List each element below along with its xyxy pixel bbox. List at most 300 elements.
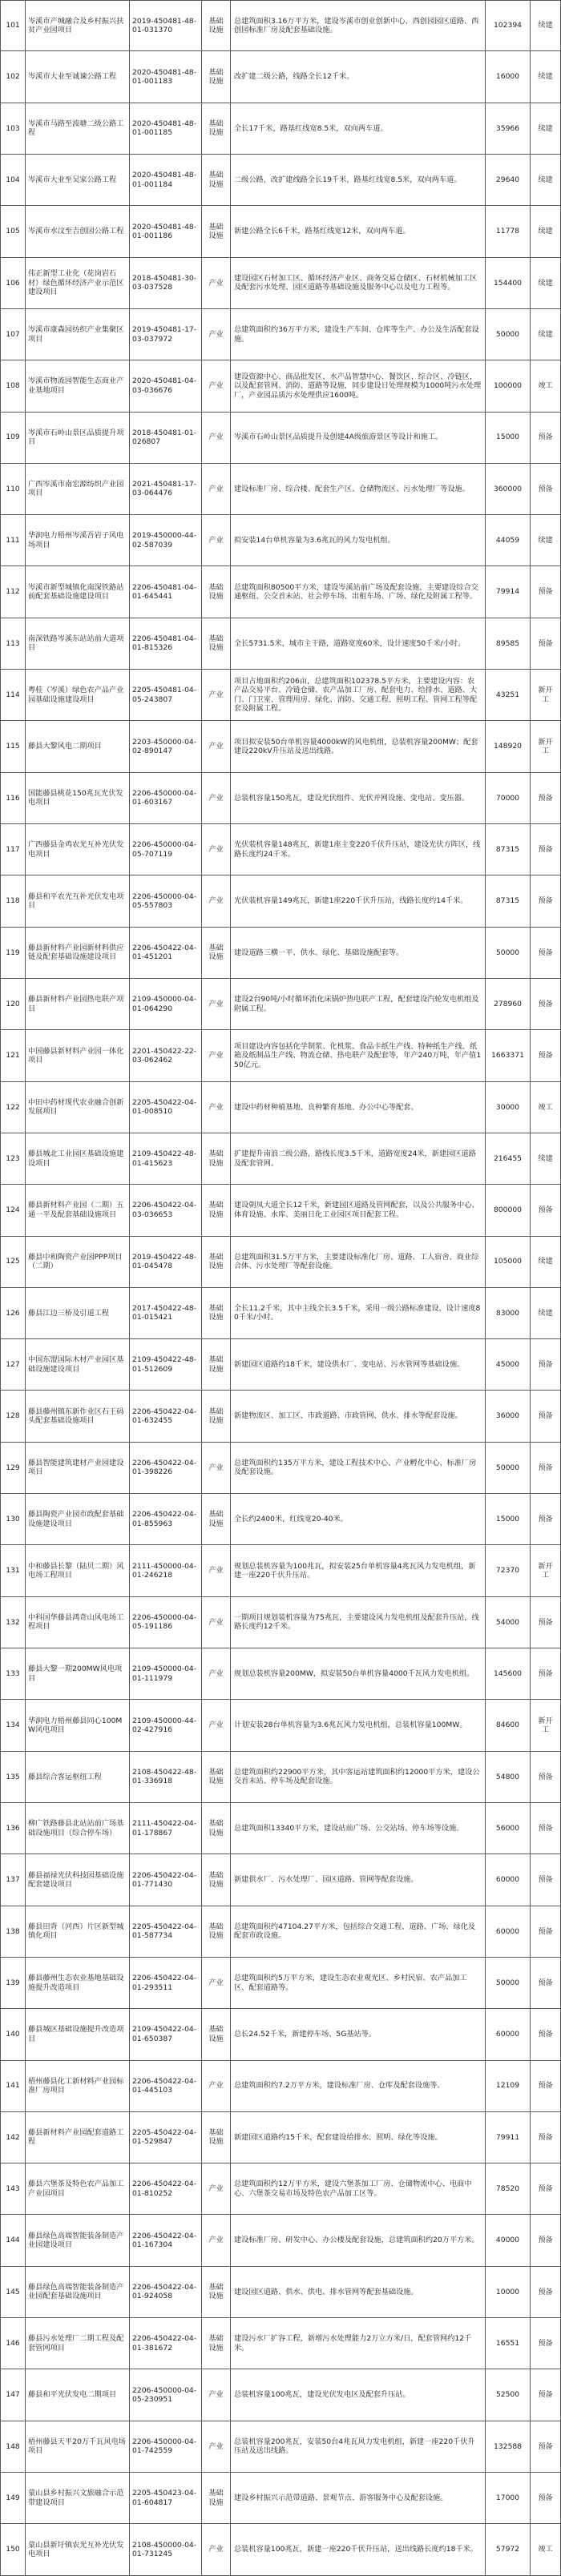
total-investment: 89585: [495, 638, 520, 648]
project-category: 基础设施: [208, 1819, 224, 1837]
project-name-cell: [26, 1545, 130, 1596]
project-status: 预备: [538, 2030, 553, 2039]
project-category-cell: [202, 1597, 231, 1648]
project-code-cell: [130, 773, 202, 824]
total-investment-cell: [486, 1597, 531, 1648]
total-investment: 800000: [493, 1205, 523, 1215]
project-status: 续建: [538, 21, 553, 30]
project-status: 续建: [538, 329, 553, 339]
project-content-cell: [231, 258, 486, 309]
project-status: 预备: [538, 2390, 553, 2400]
project-category-cell: [202, 1082, 231, 1133]
row-number: 120: [6, 999, 20, 1008]
project-content: 总建筑面积约5万平方米，建设生态农业观光区、乡村民宿、农产品加工区、配套道路等。: [234, 1974, 467, 1992]
row-number-cell: [0, 2215, 26, 2266]
project-code-cell: [130, 515, 202, 566]
project-name: 梧州藤县化工新材料产业园标准厂房项目: [28, 2076, 124, 2095]
total-investment: 15000: [495, 433, 520, 442]
project-content-cell: [231, 2061, 486, 2112]
project-code: 2019-450422-48-01-045478: [132, 1252, 197, 1271]
project-category-cell: [202, 1133, 231, 1185]
project-status-cell: [531, 2112, 561, 2163]
project-name-cell: [26, 1494, 130, 1545]
project-status: 竣工: [538, 1102, 553, 1112]
project-status: 预备: [538, 2081, 553, 2091]
row-number: 115: [6, 742, 20, 751]
project-category: 基础设施: [208, 2025, 224, 2043]
project-status-cell: [531, 875, 561, 927]
project-content-cell: [231, 0, 486, 51]
project-category: 基础设施: [208, 1510, 224, 1528]
row-number: 146: [6, 2339, 20, 2349]
table-row: [0, 1648, 561, 1700]
project-category: 产业: [208, 1617, 224, 1627]
project-category-cell: [202, 1391, 231, 1442]
row-number: 109: [6, 433, 20, 442]
project-code-cell: [130, 1545, 202, 1596]
project-category-cell: [202, 2112, 231, 2163]
project-status-cell: [531, 2215, 561, 2266]
project-code-cell: [130, 1237, 202, 1288]
row-number: 132: [6, 1617, 20, 1627]
project-code: 2206-450481-04-01-645441: [132, 582, 197, 602]
project-category-cell: [202, 1700, 231, 1751]
total-investment-cell: [486, 413, 531, 464]
row-number: 113: [6, 638, 20, 648]
project-code-cell: [130, 51, 202, 103]
project-status-cell: [531, 0, 561, 51]
project-status: 预备: [538, 2287, 553, 2296]
project-status: 预备: [538, 896, 553, 906]
project-name-cell: [26, 721, 130, 772]
project-category-cell: [202, 2318, 231, 2369]
project-content-cell: [231, 1237, 486, 1288]
project-status-cell: [531, 360, 561, 412]
project-status-cell: [531, 1597, 561, 1648]
table-row: [0, 1185, 561, 1236]
project-content-cell: [231, 1288, 486, 1339]
project-name: 岑溪市大业至吴家公路工程: [28, 175, 117, 184]
table-row: [0, 2215, 561, 2266]
project-status-cell: [531, 979, 561, 1030]
row-number: 130: [6, 1515, 20, 1524]
project-name: 南深铁路岑溪东站站前大道项目: [28, 634, 124, 653]
project-category: 产业: [208, 690, 224, 700]
project-name-cell: [26, 2061, 130, 2112]
project-name: 藤县中和陶瓷产业园PPP项目（二期）: [28, 1252, 123, 1271]
total-investment-cell: [486, 1648, 531, 1700]
total-investment: 72370: [495, 1566, 520, 1576]
row-number: 118: [6, 896, 20, 906]
project-category: 产业: [208, 2545, 224, 2554]
project-category-cell: [202, 360, 231, 412]
project-category: 基础设施: [208, 634, 224, 653]
project-content-cell: [231, 1958, 486, 2009]
project-status: 新开工: [538, 737, 553, 756]
project-category: 产业: [208, 1668, 224, 1678]
project-content: 改扩建二级公路，线路全长12千米。: [234, 72, 354, 82]
project-name: 中田中药材现代农业融合创新发展项目: [28, 1097, 124, 1117]
project-name-cell: [26, 566, 130, 618]
project-code: 2020-450481-48-01-001185: [132, 119, 197, 138]
project-code-cell: [130, 1494, 202, 1545]
project-content-cell: [231, 1597, 486, 1648]
total-investment: 43251: [495, 690, 520, 700]
table-row: [0, 413, 561, 464]
project-code-cell: [130, 1030, 202, 1081]
project-status: 预备: [538, 2184, 553, 2194]
row-number-cell: [0, 721, 26, 772]
row-number-cell: [0, 1133, 26, 1185]
total-investment: 12109: [495, 2081, 520, 2091]
project-status: 预备: [538, 793, 553, 803]
project-category: 基础设施: [208, 1922, 224, 1941]
table-row: [0, 515, 561, 566]
project-category: 产业: [208, 1721, 224, 1730]
project-status: 预备: [538, 2339, 553, 2349]
project-content: 建设2台90吨/小时循环流化床锅炉热电联产工程，配套建设汽轮发电机组及附属工程。: [234, 995, 479, 1013]
row-number-cell: [0, 413, 26, 464]
project-code-cell: [130, 360, 202, 412]
project-category-cell: [202, 1288, 231, 1339]
project-category: 基础设施: [208, 1149, 224, 1168]
project-name: 中科国华藤县鸿奇山风电场工程项目: [28, 1612, 124, 1632]
table-row: [0, 670, 561, 721]
project-status: 预备: [538, 1617, 553, 1627]
row-number-cell: [0, 360, 26, 412]
total-investment-cell: [486, 566, 531, 618]
row-number: 138: [6, 1926, 20, 1936]
total-investment: 216455: [493, 1153, 523, 1163]
table-row: [0, 1237, 561, 1288]
project-name-cell: [26, 1082, 130, 1133]
project-name: 岑溪市马路至波塘二级公路工程: [28, 119, 124, 138]
project-code: 2019-450481-48-01-031370: [132, 16, 197, 35]
project-content: 总装机容量150兆瓦，建设光伏组件、光伏并网设施、变电站、变压器。: [234, 793, 470, 803]
table-row: [0, 2318, 561, 2369]
row-number: 122: [6, 1102, 20, 1112]
project-content-cell: [231, 2473, 486, 2524]
total-investment-cell: [486, 1906, 531, 1958]
project-status: 预备: [538, 1360, 553, 1370]
project-status-cell: [531, 618, 561, 670]
table-row: [0, 1597, 561, 1648]
total-investment-cell: [486, 206, 531, 257]
project-status-cell: [531, 1648, 561, 1700]
project-name-cell: [26, 1906, 130, 1958]
project-status: 预备: [538, 1463, 553, 1472]
project-code: 2020-450481-48-01-001184: [132, 171, 197, 189]
project-category: 产业: [208, 484, 224, 493]
project-content-cell: [231, 1133, 486, 1185]
project-content-cell: [231, 2421, 486, 2473]
total-investment: 29640: [495, 175, 520, 184]
project-content: 全长17千米，路基红线宽8.5米，双向两车道。: [234, 123, 388, 133]
project-content: 总建筑面积80500平方米，建设岑溪站前广场及配套设施，主要建设综合交通枢纽、公交首末站、社会停车场、出租车场、广场、绿化及附属工程等。: [234, 582, 478, 602]
project-code-cell: [130, 1339, 202, 1391]
table-row: [0, 1391, 561, 1442]
project-category-cell: [202, 1443, 231, 1494]
project-code-cell: [130, 1288, 202, 1339]
project-code: 2017-450422-48-01-015421: [132, 1304, 197, 1322]
project-status: 续建: [538, 1153, 553, 1163]
row-number: 127: [6, 1360, 20, 1370]
project-name: 广西岑溪市南宏源纺织产业园项目: [28, 480, 124, 498]
project-name: 蒙山县乡村振兴文旅融合示范带建设项目: [28, 2489, 124, 2507]
project-code-cell: [130, 2215, 202, 2266]
project-content-cell: [231, 2163, 486, 2215]
project-status: 预备: [538, 1668, 553, 1678]
project-code-cell: [130, 1958, 202, 2009]
project-name-cell: [26, 155, 130, 206]
total-investment: 15000: [495, 1515, 520, 1524]
project-content-cell: [231, 464, 486, 515]
project-name: 柳广铁路藤县北站站前广场基础设施项目（综合停车场）: [28, 1819, 124, 1837]
project-category-cell: [202, 2369, 231, 2421]
row-number: 135: [6, 1772, 20, 1781]
project-code: 2205-450422-04-01-008510: [132, 1097, 197, 1117]
project-name: 岑溪市大业至诚谏公路工程: [28, 72, 117, 82]
project-code: 2206-450422-04-01-381672: [132, 2334, 197, 2353]
project-name: 粤桂（岑溪）绿色农产品产业园基础设施建设项目: [28, 686, 124, 704]
project-category: 基础设施: [208, 2128, 224, 2147]
project-code-cell: [130, 1133, 202, 1185]
row-number: 142: [6, 2132, 20, 2142]
project-status-cell: [531, 155, 561, 206]
row-number: 114: [6, 690, 20, 700]
project-name-cell: [26, 1391, 130, 1442]
project-status-cell: [531, 258, 561, 309]
project-content: 建设道路三横一平、供水、绿化、基础设施配套等。: [234, 948, 404, 957]
project-name: 藤县江边三桥及引道工程: [28, 1308, 110, 1318]
total-investment-cell: [486, 1030, 531, 1081]
total-investment-cell: [486, 1391, 531, 1442]
project-code: 2206-450422-04-01-167304: [132, 2231, 197, 2250]
project-content-cell: [231, 1700, 486, 1751]
project-name-cell: [26, 1237, 130, 1288]
project-code-cell: [130, 1854, 202, 1906]
project-name-cell: [26, 773, 130, 824]
project-code-cell: [130, 1443, 202, 1494]
table-row: [0, 51, 561, 103]
project-content: 总建筑面积约7.2万平方米，建设标准厂房、仓库及配套设施等。: [234, 2081, 445, 2091]
table-row: [0, 1906, 561, 1958]
project-status-cell: [531, 2421, 561, 2473]
project-status-cell: [531, 51, 561, 103]
table-row: [0, 2061, 561, 2112]
table-row: [0, 1700, 561, 1751]
project-category: 产业: [208, 793, 224, 803]
project-status: 续建: [538, 72, 553, 82]
project-code: 2018-450481-30-03-037528: [132, 273, 197, 292]
total-investment: 79911: [495, 2132, 520, 2142]
project-status-cell: [531, 413, 561, 464]
project-code-cell: [130, 2267, 202, 2318]
project-code: 2109-450422-48-01-415623: [132, 1149, 197, 1168]
project-category: 产业: [208, 2236, 224, 2245]
project-name-cell: [26, 1030, 130, 1081]
row-number: 107: [6, 329, 20, 339]
table-row: [0, 2369, 561, 2421]
total-investment-cell: [486, 773, 531, 824]
project-name-cell: [26, 464, 130, 515]
project-content-cell: [231, 1648, 486, 1700]
project-content-cell: [231, 2112, 486, 2163]
project-content: 全长约2400米，红线宽20-40米。: [234, 1515, 348, 1524]
project-status: 预备: [538, 1926, 553, 1936]
row-number: 124: [6, 1205, 20, 1215]
project-status-cell: [531, 566, 561, 618]
project-category-cell: [202, 515, 231, 566]
project-content: 总建筑面积31.5万平方米，主要建设标准化厂房、道路、工人宿舍、商业综合体、污水处理厂等配套设施。: [234, 1252, 479, 1271]
total-investment-cell: [486, 1854, 531, 1906]
total-investment-cell: [486, 51, 531, 103]
project-code-cell: [130, 1185, 202, 1236]
project-category: 产业: [208, 381, 224, 391]
project-content-cell: [231, 2318, 486, 2369]
project-code: 2205-450481-04-05-243807: [132, 686, 197, 704]
project-category-cell: [202, 0, 231, 51]
total-investment: 60000: [495, 1875, 520, 1885]
project-content-cell: [231, 1391, 486, 1442]
row-number-cell: [0, 773, 26, 824]
project-status-cell: [531, 721, 561, 772]
project-content-cell: [231, 1030, 486, 1081]
total-investment: 70000: [495, 793, 520, 803]
project-code: 2206-450422-04-01-293511: [132, 1974, 197, 1992]
project-code: 2201-450422-22-03-062462: [132, 1046, 197, 1065]
total-investment-cell: [486, 2524, 531, 2575]
row-number-cell: [0, 2112, 26, 2163]
project-code-cell: [130, 2112, 202, 2163]
project-name-cell: [26, 928, 130, 979]
project-code-cell: [130, 2524, 202, 2575]
project-code-cell: [130, 2473, 202, 2524]
total-investment-cell: [486, 1958, 531, 2009]
project-name-cell: [26, 1288, 130, 1339]
project-category-cell: [202, 824, 231, 875]
project-code-cell: [130, 875, 202, 927]
row-number: 123: [6, 1153, 20, 1163]
project-category-cell: [202, 155, 231, 206]
row-number-cell: [0, 2009, 26, 2060]
row-number-cell: [0, 2473, 26, 2524]
project-content: 总建筑面积约12万平方米，建设六堡茶加工厂房、仓储物流中心、电商中心、六堡茶交易市场及特色农产品加工区等。: [234, 2180, 472, 2198]
project-code-cell: [130, 206, 202, 257]
project-status: 新开工: [538, 1561, 553, 1580]
table-row: [0, 1752, 561, 1803]
project-code: 2021-450481-17-03-064476: [132, 480, 197, 498]
project-status: 续建: [538, 1308, 553, 1318]
project-category: 基础设施: [208, 1304, 224, 1322]
project-status: 预备: [538, 1978, 553, 1987]
project-code: 2206-450422-04-03-036653: [132, 1201, 197, 1219]
project-status: 预备: [538, 2236, 553, 2245]
project-name: 中和藤县长黎（陆贝二期）风电场工程项目: [28, 1561, 124, 1580]
project-category-cell: [202, 1854, 231, 1906]
project-category-cell: [202, 2009, 231, 2060]
project-code: 2109-450422-04-01-650387: [132, 2025, 197, 2043]
project-name: 藤县福禄光伏科技园基础设施配套建设项目: [28, 1870, 124, 1889]
row-number: 126: [6, 1308, 20, 1318]
project-content: 总建筑面积约135万平方米，建设工程技术中心、产业孵化中心、标准厂房及配套设施。: [234, 1459, 477, 1477]
project-name-cell: [26, 360, 130, 412]
total-investment: 278960: [493, 999, 523, 1008]
project-content-cell: [231, 2009, 486, 2060]
total-investment-cell: [486, 1133, 531, 1185]
project-status-cell: [531, 2473, 561, 2524]
row-number: 128: [6, 1411, 20, 1421]
project-status-cell: [531, 2524, 561, 2575]
row-number: 144: [6, 2236, 20, 2245]
project-status: 预备: [538, 1823, 553, 1833]
project-status-cell: [531, 928, 561, 979]
project-category: 基础设施: [208, 1407, 224, 1426]
total-investment: 154400: [493, 278, 523, 288]
project-content: 总装机容量100兆瓦，建设光伏发电区及配套升压站。: [234, 2390, 410, 2400]
project-content: 全长11.2千米，其中主线全长3.5千米，采用一级公路标准建设，设计速度80千米/小时。: [234, 1304, 481, 1322]
project-code: 2203-450000-04-02-890147: [132, 737, 197, 756]
total-investment: 30000: [495, 1102, 520, 1112]
project-status: 预备: [538, 844, 553, 854]
project-name-cell: [26, 103, 130, 155]
project-name-cell: [26, 2009, 130, 2060]
project-code-cell: [130, 1752, 202, 1803]
total-investment: 100000: [493, 381, 523, 391]
project-name-cell: [26, 824, 130, 875]
project-name-cell: [26, 1443, 130, 1494]
project-status-cell: [531, 1545, 561, 1596]
project-code-cell: [130, 258, 202, 309]
table-row: [0, 360, 561, 412]
project-status: 预备: [538, 2441, 553, 2451]
project-name-cell: [26, 2163, 130, 2215]
total-investment: 44059: [495, 536, 520, 545]
project-status-cell: [531, 309, 561, 360]
project-name: 藤县城区基础设施提升改造项目: [28, 2025, 124, 2043]
table-row: [0, 721, 561, 772]
row-number-cell: [0, 1443, 26, 1494]
project-category-cell: [202, 103, 231, 155]
total-investment-cell: [486, 1237, 531, 1288]
project-content-cell: [231, 360, 486, 412]
project-status-cell: [531, 1391, 561, 1442]
table-row: [0, 1494, 561, 1545]
project-category-cell: [202, 618, 231, 670]
project-status: 预备: [538, 1051, 553, 1061]
project-status: 续建: [538, 536, 553, 545]
project-name: 藤县新材料产业园配套道路工程: [28, 2128, 124, 2147]
project-name: 中国藤县新材料产业园一体化项目: [28, 1046, 124, 1065]
project-content: 新建园区道路约15千米，配套建设给排水、照明、绿化等设施。: [234, 2132, 442, 2142]
row-number: 145: [6, 2287, 20, 2296]
project-category: 产业: [208, 999, 224, 1008]
row-number-cell: [0, 928, 26, 979]
project-status-cell: [531, 1494, 561, 1545]
total-investment-cell: [486, 103, 531, 155]
row-number-cell: [0, 1700, 26, 1751]
table-row: [0, 2421, 561, 2473]
project-status-cell: [531, 1958, 561, 2009]
project-code-cell: [130, 566, 202, 618]
table-row: [0, 2267, 561, 2318]
project-category-cell: [202, 1545, 231, 1596]
project-content: 光伏装机容量149兆瓦，新建1座220千伏升压站，线路长度约14千米。: [234, 896, 468, 906]
row-number: 136: [6, 1823, 20, 1833]
project-name-cell: [26, 309, 130, 360]
project-content-cell: [231, 309, 486, 360]
row-number-cell: [0, 1854, 26, 1906]
